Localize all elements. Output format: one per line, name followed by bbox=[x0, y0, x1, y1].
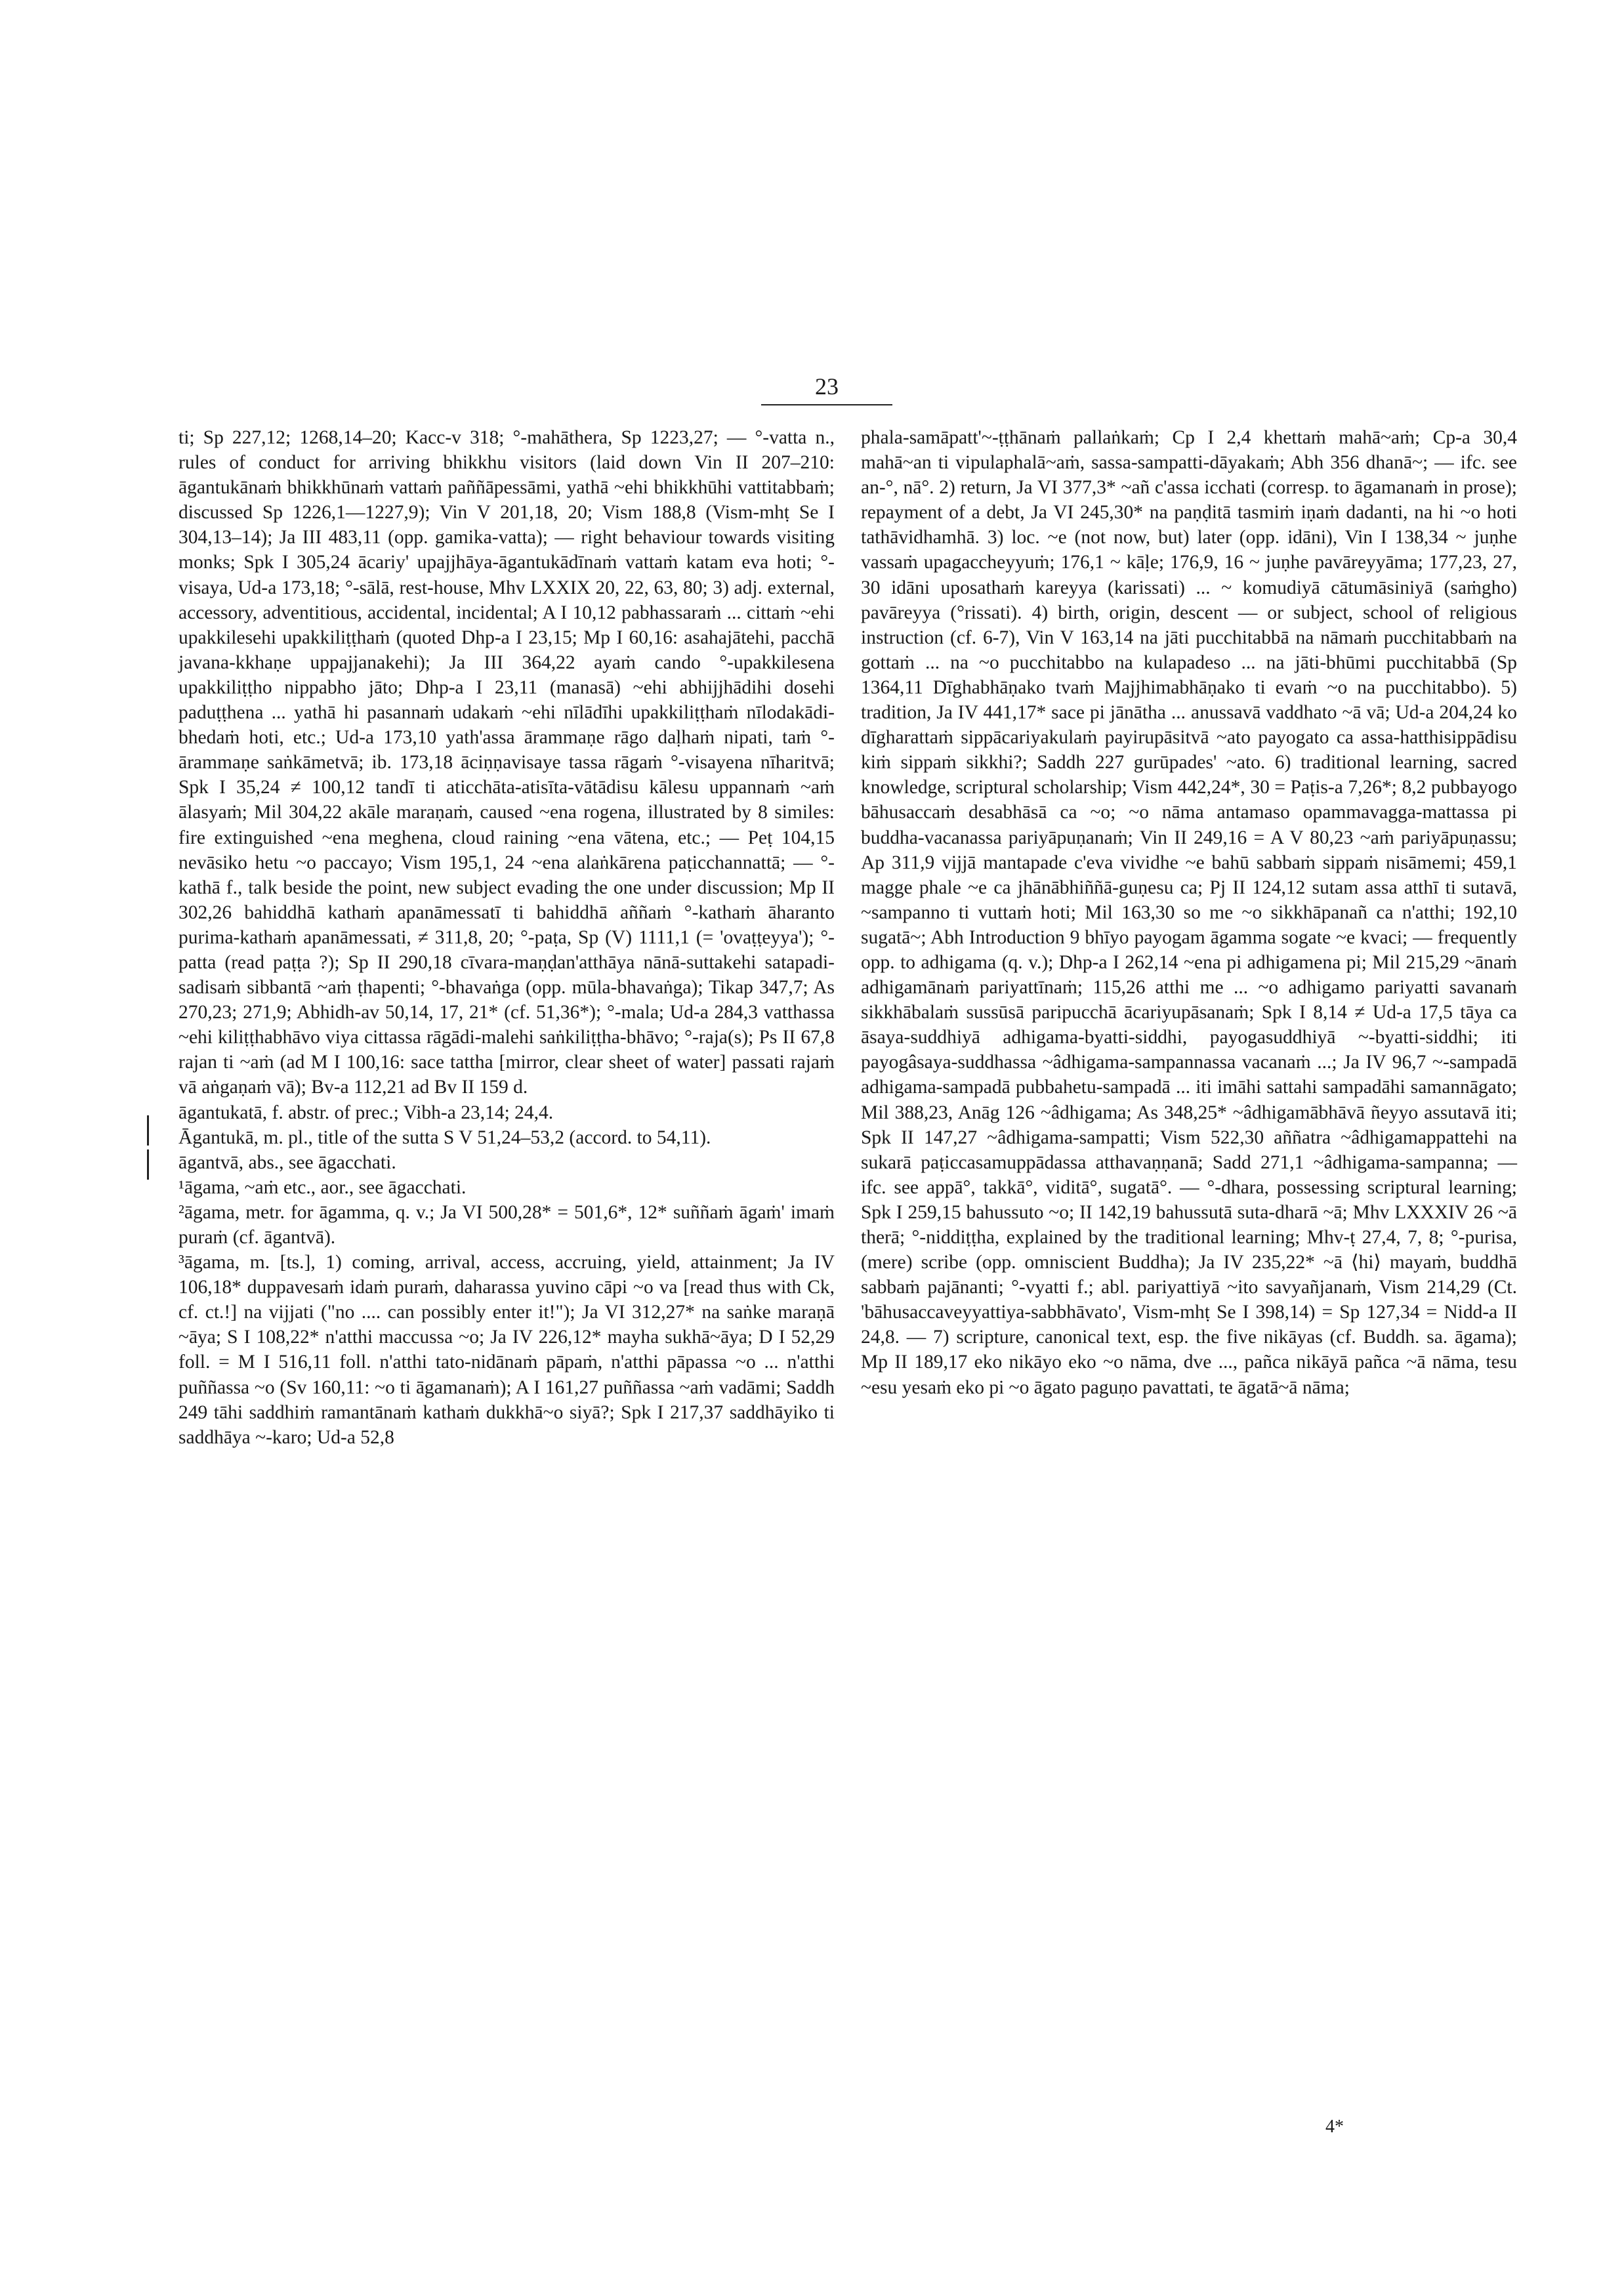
entry-agama-2: ²āgama, metr. for āgamma, q. v.; Ja VI 500,28* = 501,6*, 12* suññaṁ āgaṁ' imaṁ puraṁ (cf. āgantvā). bbox=[178, 1201, 835, 1248]
entry-agantuka: Āgantukā, m. pl., title of the sutta S V 51,24–53,2 (accord. to 54,11). bbox=[178, 1127, 711, 1148]
entry-agama-1: ¹āgama, ~aṁ etc., aor., see āgacchati. bbox=[178, 1176, 467, 1198]
entry-agama-3: ³āgama, m. [ts.], 1) coming, arrival, access, accruing, yield, attainment; Ja IV 106,18* duppavesaṁ idaṁ puraṁ, daharassa yuvino cāpi ~o va [read thus with Ck, cf. ct.!] na vijjati ("no .... can possibly enter it!"); Ja VI 312,27* na saṅke maraṇā ~āya; S I 108,22* n'atthi maccussa ~o; Ja IV 226,12* mayha sukhā~āya; D I 52,29 foll. = M I 516,11 foll. n'atthi tato-nidānaṁ pāpaṁ, n'atthi pāpassa ~o ... n'atthi puññassa ~o (Sv 160,11: ~o ti āgamanaṁ); A I 161,27 puññassa ~aṁ vadāmi; Saddh 249 tāhi saddhiṁ ramantānaṁ kathaṁ dukkhā~o siyā?; Spk I 217,37 saddhāyiko ti saddhāya ~-karo; Ud-a 52,8 bbox=[178, 1252, 835, 1448]
page-number: 23 bbox=[815, 373, 839, 400]
left-column bbox=[178, 425, 835, 1450]
page-number-rule bbox=[761, 404, 892, 405]
entry-agama-3-continued: phala-samāpatt'~-ṭṭhānaṁ pallaṅkaṁ; Cp I 2,4 khettaṁ mahā~aṁ; Cp-a 30,4 mahā~an ti vipulaphalā~aṁ, sassa-sampatti-dāyakaṁ; Abh 356 dhanā~; — ifc. see an-°, nā°. 2) return, Ja VI 377,3* ~añ c'assa icchati (corresp. to āgamanaṁ in prose); repayment of a debt, Ja VI 245,30* na paṇḍitā tasmiṁ iṇaṁ dadanti, na hi ~o hoti tathāvidhamhā. 3) loc. ~e (not now, but) later (opp. idāni), Vin I 138,34 ~ juṇhe vassaṁ upagaccheyyuṁ; 176,1 ~ kāḷe; 176,9, 16 ~ juṇhe pavāreyyāma; 177,23, 27, 30 idāni uposathaṁ kareyya (karissati) ... ~ komudiyā cātumāsiniyā (saṁgho) pavāreyya (°rissati). 4) birth, origin, descent — or subject, school of religious instruction (cf. 6-7), Vin V 163,14 na jāti pucchitabbā na nāmaṁ pucchitabbaṁ na gottaṁ ... na ~o pucchitabbo na kulapadeso ... na jāti-bhūmi pucchitabbā (Sp 1364,11 Dīghabhāṇako tvaṁ Majjhimabhāṇako ti evaṁ ~o na pucchitabbo). 5) tradition, Ja IV 441,17* sace pi jānātha ... anussavā vaddhato ~ā vā; Ud-a 204,24 ko dīgharattaṁ sippācariyakulaṁ payirupāsitvā ~ato payogato ca assa-hatthisippādisu kiṁ sippaṁ sikkhi?; Saddh 227 gurūpades' ~ato. 6) traditional learning, sacred knowledge, scriptural scholarship; Vism 442,24*, 30 = Paṭis-a 7,26*; 8,2 pubbayogo bāhusaccaṁ desabhāsā ca ~o; ~o nāma antamaso opammavagga-mattassa pi buddha-vacanassa pariyāpuṇanaṁ; Vin II 249,16 = A V 80,23 ~aṁ pariyāpuṇassu; Ap 311,9 vijjā mantapade c'eva vividhe ~e bahū sabbaṁ sippaṁ nisāmemi; 459,1 magge phale ~e ca jhānābhiññā-guṇesu ca; Pj II 124,12 sutam assa atthī ti sutavā, ~sampanno ti vuttaṁ hoti; Mil 163,30 so me ~o sikkhāpanañ ca n'atthi; 192,10 sugatā~; Abh Introduction 9 bhīyo payogam āgamma sogate ~e kvaci; — frequently opp. to adhigama (q. v.); Dhp-a I 262,14 ~ena pi adhigamena pi; Mil 215,29 ~ānaṁ adhigamānaṁ pariyattīnaṁ; 115,26 atthi me ... ~o adhigamo pariyatti savanaṁ sikkhābalaṁ sussūsā paripucchā ācariyupāsanaṁ; Spk I 8,14 ≠ Ud-a 17,5 tāya ca āsaya-suddhiyā adhigama-byatti-siddhi, payogasuddhiyā ~-byatti-siddhi; iti payogâsaya-suddhassa ~âdhigama-sampannassa vacanaṁ ...; Ja IV 96,7 ~-sampadā adhigama-sampadā pubbahetu-sampadā ... iti imāhi sattahi sampadāhi samannāgato; Mil 388,23, Anāg 126 ~âdhigama; As 348,25* ~âdhigamābhāvā ñeyyo assutavā iti; Spk II 147,27 ~âdhigama-sampatti; Vism 522,30 aññatra ~âdhigamappattehi na sukarā paṭiccasamuppādassa atthavaṇṇanā; Sadd 271,1 ~âdhigama-sampanna; — ifc. see appā°, takkā°, viditā°, sugatā°. — °-dhara, possessing scriptural learning; Spk I 259,15 bahussuto ~o; II 142,19 bahussutā suta-dharā ~ā; Mhv LXXXIV 26 ~ā therā; °-niddiṭṭha, explained by the traditional learning; Mhv-ṭ 27,4, 7, 8; °-purisa, (mere) scribe (opp. omniscient Buddha); Ja IV 235,22* ~ā ⟨hi⟩ mayaṁ, buddhā sabbaṁ pajānanti; °-vyatti f.; abl. pariyattiyā ~ito savyañjanaṁ, Vism 214,29 (Ct. 'bāhusaccaveyyattiya-sabbhāvato', Vism-mhṭ Se I 398,14) = Sp 127,34 = Nidd-a II 24,8. — 7) scripture, canonical text, esp. the five nikāyas (cf. Buddh. sa. āgama); Mp II 189,17 eko nikāyo eko ~o nāma, dve ..., pañca nikāyā pañca ~ā nāma, tesu ~esu yesaṁ eko pi ~o āgato paguṇo pavattati, te āgatā~ā nāma; bbox=[861, 427, 1517, 1398]
right-column bbox=[861, 425, 1517, 1400]
entry-continuation: ti; Sp 227,12; 1268,14–20; Kacc-v 318; °-mahāthera, Sp 1223,27; — °-vatta n., rules of conduct for arriving bhikkhu visitors (laid down Vin II 207–210: āgantukānaṁ bhikkhūnaṁ vattaṁ paññāpessāmi, yathā ~ehi bhikkhūhi vattitabbaṁ; discussed Sp 1226,1—1227,9); Vin V 201,18, 20; Vism 188,8 (Vism-mhṭ Se I 304,13–14); Ja III 483,11 (opp. gamika-vatta); — right behaviour towards visiting monks; Spk I 305,24 ācariy' upajjhāya-āgantukādīnaṁ vattaṁ katam eva hoti; °-visaya, Ud-a 173,18; °-sālā, rest-house, Mhv LXXIX 20, 22, 63, 80; 3) adj. external, accessory, adventitious, accidental, incidental; A I 10,12 pabhassaraṁ ... cittaṁ ~ehi upakkilesehi upakkiliṭṭhaṁ (quoted Dhp-a I 23,15; Mp I 60,16: asahajātehi, pacchā javana-kkhaṇe uppajjanakehi); Ja III 364,22 ayaṁ cando °-upakkilesena upakkiliṭṭho nippabho jāto; Dhp-a I 23,11 (manasā) ~ehi abhijjhādihi dosehi paduṭṭhena ... yathā hi pasannaṁ udakaṁ ~ehi nīlādīhi upakkiliṭṭhaṁ nīlodakādi-bhedaṁ hoti, etc.; Ud-a 173,10 yath'assa ārammaṇe rāgo daḷhaṁ nipati, taṁ °-ārammaṇe saṅkāmetvā; ib. 173,18 āciṇṇavisaye tassa rāgaṁ °-visayena nīharitvā; Spk I 35,24 ≠ 100,12 tandī ti aticchāta-atisīta-vātādisu kālesu uppannaṁ ~aṁ ālasyaṁ; Mil 304,22 akāle maraṇaṁ, caused ~ena rogena, illustrated by 8 similes: fire extinguished ~ena meghena, cloud raining ~ena vātena, etc.; — Peṭ 104,15 nevāsiko hetu ~o paccayo; Vism 195,1, 24 ~ena alaṅkārena paṭicchannattā; — °-kathā f., talk beside the point, new subject evading the one under discussion; Mp II 302,26 bahiddhā kathaṁ apanāmessatī ti bahiddhā aññaṁ °-kathaṁ āharanto purima-kathaṁ apanāmessati, ≠ 311,8, 20; °-paṭa, Sp (V) 1111,1 (= 'ovaṭṭeyya'); °-patta (read paṭṭa ?); Sp II 290,18 cīvara-maṇḍan'atthāya nānā-suttakehi satapadi-sadisaṁ sibbantā ~aṁ ṭhapenti; °-bhavaṅga (opp. mūla-bhavaṅga); Tikap 347,7; As 270,23; 271,9; Abhidh-av 50,14, 17, 21* (cf. 51,36*); °-mala; Ud-a 284,3 vatthassa ~ehi kiliṭṭhabhāvo viya cittassa rāgādi-malehi saṅkiliṭṭha-bhāvo; °-raja(s); Ps II 67,8 rajan ti ~aṁ (ad M I 100,16: sace tattha [mirror, clear sheet of water] passati rajaṁ vā aṅgaṇaṁ vā); Bv-a 112,21 ad Bv II 159 d. bbox=[178, 427, 835, 1098]
entry-agantva: āgantvā, abs., see āgacchati. bbox=[178, 1151, 396, 1173]
margin-mark bbox=[147, 1115, 149, 1146]
signature-mark: 4* bbox=[1325, 2117, 1344, 2137]
margin-mark bbox=[147, 1149, 149, 1180]
entry-agantukata: āgantukatā, f. abstr. of prec.; Vibh-a 23,14; 24,4. bbox=[178, 1102, 554, 1123]
